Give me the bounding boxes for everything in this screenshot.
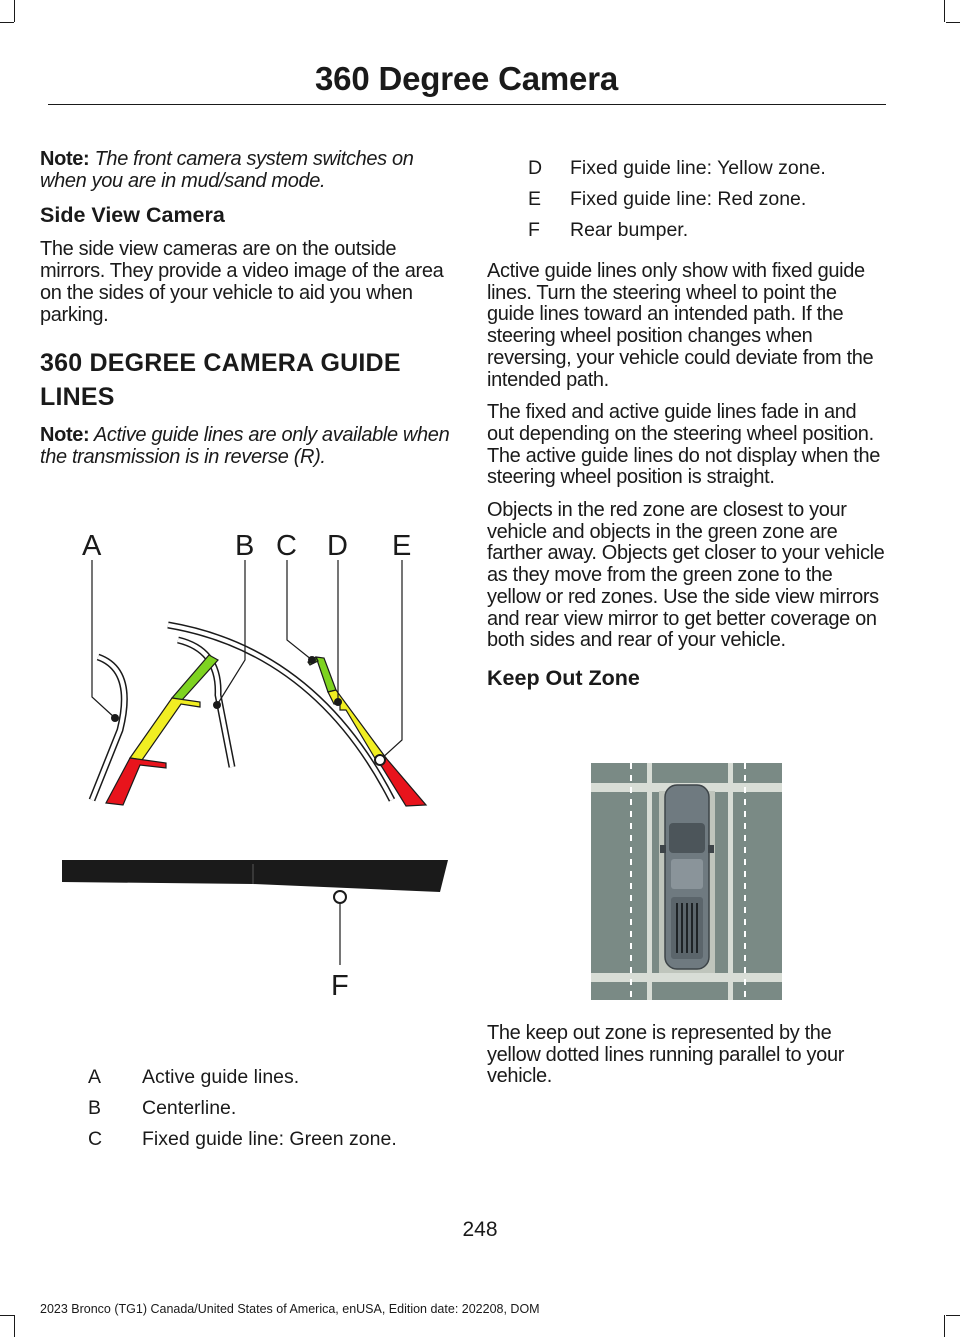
right-column bbox=[487, 261, 885, 702]
fixed-guide-left-green bbox=[172, 655, 218, 700]
crop-mark bbox=[946, 1315, 960, 1316]
crop-mark bbox=[0, 1315, 14, 1316]
crosswalk-band-bottom bbox=[591, 973, 782, 982]
legend-row: F Rear bumper. bbox=[528, 219, 689, 241]
rear-bumper bbox=[62, 860, 448, 892]
keep-out-zone-diagram bbox=[591, 763, 782, 1000]
section-heading-guide-lines: 360 DEGREE CAMERA GUIDE LINES bbox=[40, 349, 401, 412]
vehicle-top-view bbox=[660, 785, 714, 969]
fixed-guide-left-red bbox=[106, 758, 166, 805]
keep-out-description: The keep out zone is represented by the yellow dotted lines running parallel to your vehicle. bbox=[487, 1022, 845, 1088]
crop-mark bbox=[944, 0, 945, 22]
callout-label-a: A bbox=[82, 530, 102, 562]
legend-row: D Fixed guide line: Yellow zone. bbox=[528, 157, 826, 179]
crop-mark bbox=[0, 22, 14, 23]
callout-label-c: C bbox=[276, 530, 297, 562]
page-title: 360 Degree Camera bbox=[315, 60, 618, 97]
paragraph-zones: Objects in the red zone are closest to your vehicle and objects in the green zone are farther away. Objects get closer to your vehicle as they move from the green zone to the yellow or red zones. Use the side view mirrors and rear view mirror to get better coverage on both sides and rear of your vehicle. bbox=[487, 499, 885, 652]
fixed-guide-left-yellow bbox=[130, 698, 200, 760]
header-divider bbox=[48, 104, 886, 105]
legend-row: B Centerline. bbox=[88, 1097, 237, 1119]
crop-mark bbox=[944, 1315, 945, 1337]
paragraph-active-guide-lines: Active guide lines only show with fixed guide lines. Turn the steering wheel to point the guide lines toward an intended path. If the steering wheel position changes when reversing, your vehicle could deviate from the intended path. bbox=[487, 260, 874, 391]
callout-leader-c bbox=[287, 560, 312, 660]
footer-edition: 2023 Bronco (TG1) Canada/United States of America, enUSA, Edition date: 202208, DOM bbox=[40, 1302, 540, 1316]
side-view-paragraph: The side view cameras are on the outside mirrors. They provide a video image of the area on the sides of your vehicle to aid you when parking. bbox=[40, 238, 444, 326]
note-reverse: Note: Active guide lines are only available when the transmission is in reverse (R). bbox=[40, 424, 450, 468]
legend-left bbox=[80, 1066, 460, 1159]
legend-row: E Fixed guide line: Red zone. bbox=[528, 188, 807, 210]
section-heading-side-view: Side View Camera bbox=[40, 203, 225, 228]
left-column bbox=[40, 149, 450, 480]
callout-label-b: B bbox=[235, 530, 255, 562]
callout-leader-e bbox=[380, 560, 402, 760]
paragraph-fade: The fixed and active guide lines fade in and out depending on the steering wheel position. The active guide lines do not display when the steering wheel position is straight. bbox=[487, 401, 881, 489]
legend-right bbox=[488, 157, 888, 250]
section-heading-keep-out: Keep Out Zone bbox=[487, 665, 640, 690]
legend-row: C Fixed guide line: Green zone. bbox=[88, 1128, 397, 1150]
crop-mark bbox=[946, 22, 960, 23]
guide-lines-diagram bbox=[40, 520, 470, 1010]
crop-mark bbox=[14, 0, 15, 22]
legend-row: A Active guide lines. bbox=[88, 1066, 300, 1088]
callout-leader-a bbox=[92, 560, 115, 718]
callout-label-e: E bbox=[392, 530, 412, 562]
note-mud-sand: Note: The front camera system switches on when you are in mud/sand mode. bbox=[40, 148, 414, 192]
crop-mark bbox=[14, 1315, 15, 1337]
callout-label-f: F bbox=[331, 970, 349, 1002]
page-number: 248 bbox=[462, 1218, 498, 1241]
callout-label-d: D bbox=[327, 530, 348, 562]
